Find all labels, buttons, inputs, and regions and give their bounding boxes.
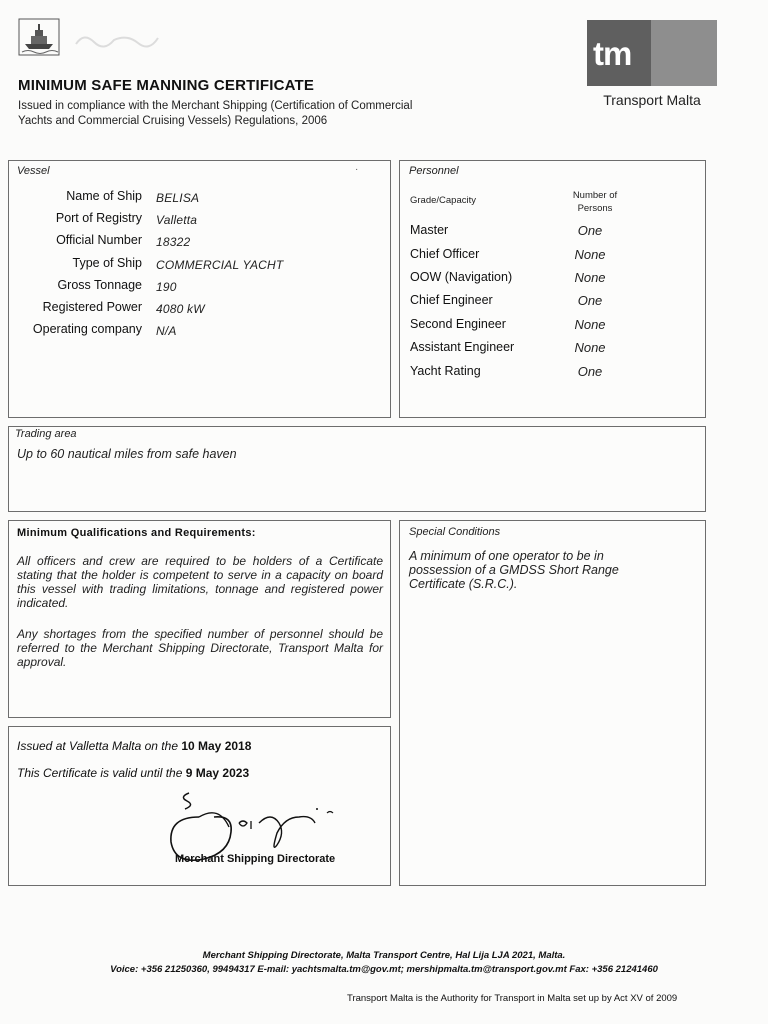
vessel-label-type: Type of Ship (72, 256, 142, 270)
vessel-section-label: Vessel (17, 165, 50, 177)
logo-letters: tm (593, 35, 632, 72)
qualifications-paragraph-1: All officers and crew are required to be holders of a Certificate stating that the holder is competent to serve in a capacity on board this vessel with trading limitations, tonnage and registered power indicated. (17, 554, 383, 610)
personnel-section-label: Personnel (409, 165, 459, 177)
personnel-col-number-line-2: Persons (577, 203, 613, 214)
vessel-label-operating-company: Operating company (32, 322, 142, 336)
vessel-label-registered-power: Registered Power (42, 300, 142, 314)
personnel-grade-oow: OOW (Navigation) (410, 270, 513, 284)
valid-prefix: This Certificate is valid until the (17, 766, 186, 780)
valid-line (17, 766, 249, 780)
ship-emblem-icon (18, 18, 60, 56)
personnel-grade-assistant-engineer: Assistant Engineer (410, 340, 515, 354)
issued-prefix: Issued at Valletta Malta on the (17, 739, 182, 753)
footer-authority: Transport Malta is the Authority for Transport in Malta set up by Act XV of 2009 (347, 993, 678, 1004)
subtitle-line-1: Issued in compliance with the Merchant Shipping (Certification of Commercial (18, 100, 413, 112)
personnel-number-master: One (577, 223, 603, 238)
signatory-name: Merchant Shipping Directorate (175, 853, 336, 865)
trading-area-section (8, 426, 706, 512)
personnel-number-chief-officer: None (574, 247, 606, 262)
personnel-grade-chief-officer: Chief Officer (410, 247, 480, 261)
vessel-label-official-number: Official Number (56, 233, 142, 247)
qualifications-section (8, 520, 391, 718)
trading-area-text: Up to 60 nautical miles from safe haven (17, 447, 237, 461)
vessel-value-registered-power: 4080 kW (156, 302, 205, 316)
vessel-label-port: Port of Registry (55, 211, 142, 225)
personnel-col-number-line-1: Number of (572, 190, 618, 201)
personnel-number-second-engineer: None (574, 317, 606, 332)
vessel-value-port: Valletta (156, 213, 198, 227)
faint-watermark (72, 28, 162, 50)
vessel-value-type: COMMERCIAL YACHT (156, 258, 284, 272)
personnel-col-grade: Grade/Capacity (410, 195, 477, 206)
vessel-label-gross-tonnage: Gross Tonnage (57, 278, 142, 292)
special-conditions-section (399, 520, 706, 886)
personnel-number-yacht-rating: One (577, 364, 603, 379)
vessel-value-gross-tonnage: 190 (156, 280, 177, 294)
valid-date: 9 May 2023 (185, 766, 250, 780)
personnel-number-chief-engineer: One (577, 293, 603, 308)
subtitle-line-2: Yachts and Commercial Cruising Vessels) Regulations, 2006 (18, 115, 328, 127)
issuance-section (8, 726, 391, 886)
personnel-grade-yacht-rating: Yacht Rating (410, 364, 481, 378)
issued-date: 10 May 2018 (181, 739, 252, 753)
personnel-section (399, 160, 706, 418)
qualifications-paragraph-2: Any shortages from the specified number of personnel should be referred to the Merchant Shipping Directorate, Transport Malta for approval. (17, 627, 383, 669)
vessel-section: Vessel · Name of Ship BELISA Port of Registry Valletta Official Number 18322 Type of Ship COMMERCIAL YACHT Gross Tonnage 190 Registered Power 4080 kW Operating company N/A (8, 160, 391, 418)
footer-contact: Voice: +356 21250360, 99494317 E-mail: yachtsmalta.tm@gov.mt; mershipmalta.tm@transport.gov.mt Fax: +356 21241460 (110, 964, 658, 975)
document-subtitle (18, 99, 458, 129)
vessel-value-name: BELISA (156, 191, 200, 205)
personnel-grade-master: Master (410, 223, 449, 237)
transport-malta-logo (587, 20, 717, 86)
personnel-number-oow: None (574, 270, 606, 285)
issued-line (17, 739, 251, 753)
special-conditions-label: Special Conditions (409, 526, 501, 538)
qualifications-label: Minimum Qualifications and Requirements: (17, 527, 256, 539)
footer-address: Merchant Shipping Directorate, Malta Transport Centre, Hal Lija LJA 2021, Malta. (202, 950, 566, 961)
personnel-grade-chief-engineer: Chief Engineer (410, 293, 493, 307)
personnel-grade-second-engineer: Second Engineer (410, 317, 506, 331)
trading-area-label: Trading area (15, 428, 77, 440)
document-title: MINIMUM SAFE MANNING CERTIFICATE (18, 77, 315, 94)
personnel-number-assistant-engineer: None (574, 340, 606, 355)
vessel-value-operating-company: N/A (156, 324, 177, 338)
personnel-col-number (560, 189, 630, 215)
vessel-label-name: Name of Ship (66, 189, 142, 203)
special-conditions-text: A minimum of one operator to be in possession of a GMDSS Short Range Certificate (S.R.C.). (409, 549, 619, 591)
vessel-value-official-number: 18322 (156, 235, 191, 249)
logo-name: Transport Malta (603, 92, 701, 108)
